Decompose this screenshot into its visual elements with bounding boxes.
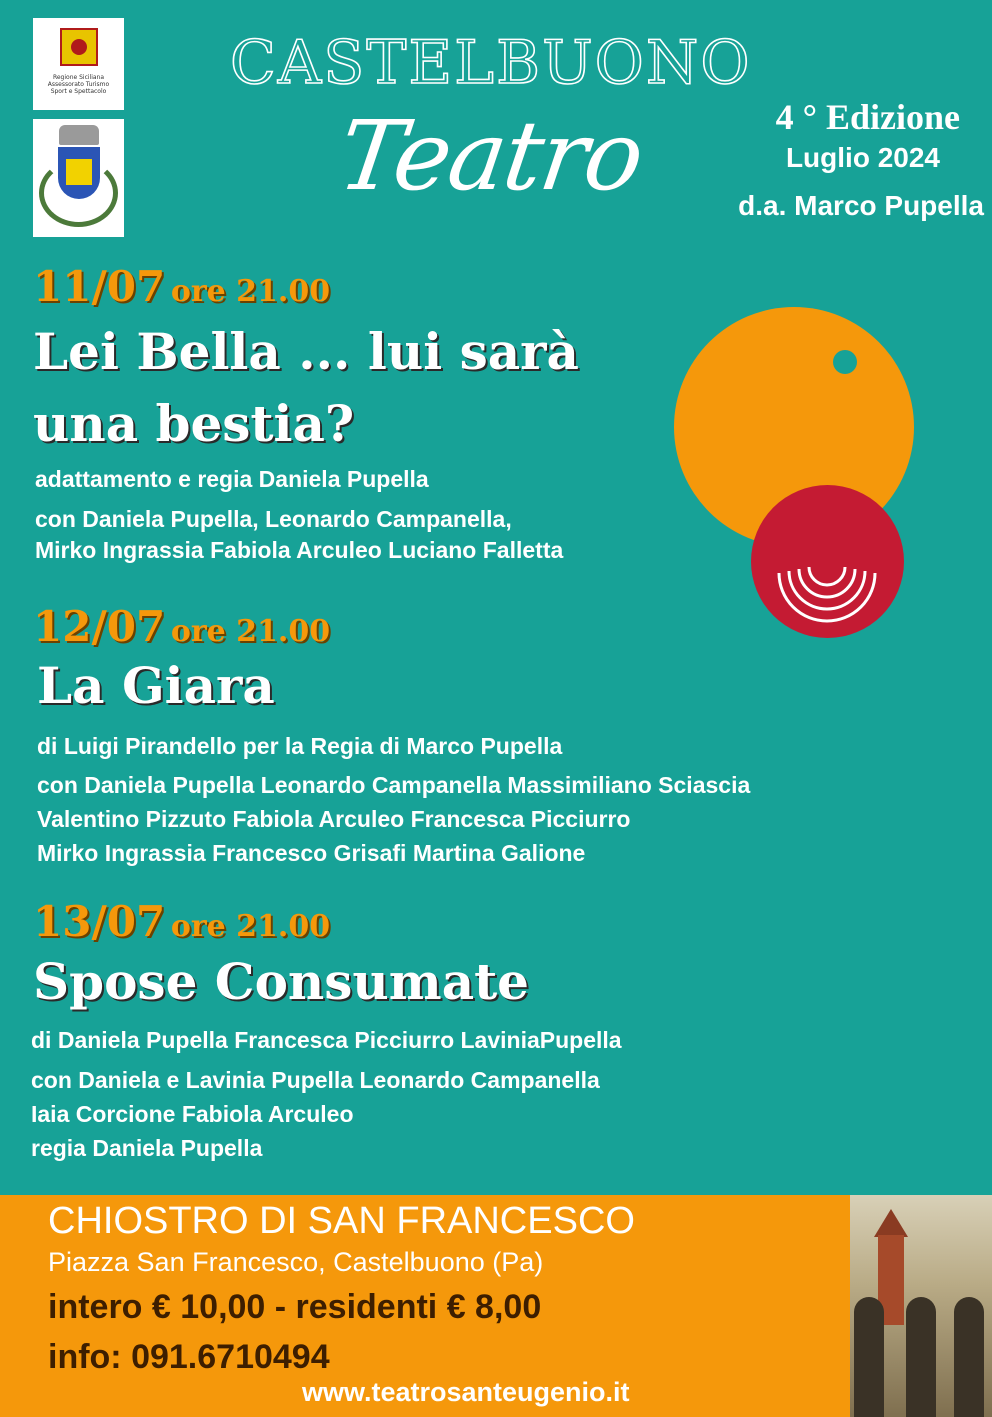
red-circle-decoration [751,485,904,638]
show-3-time: ore 21.00 [170,909,331,944]
show-3-credit: di Daniela Pupella Francesca Picciurro LaviniaPupella [31,1027,622,1053]
region-caption-1: Regione Siciliana [52,74,105,81]
region-caption-3: Sport e Spettacolo [50,88,107,95]
show-3-credit: Iaia Corcione Fabiola Arculeo [31,1101,354,1127]
spire-shape [874,1209,908,1237]
info-phone: info: 091.6710494 [48,1338,330,1376]
show-2-title: La Giara [37,656,275,715]
show-3-title: Spose Consumate [33,952,529,1011]
show-2-credit: Mirko Ingrassia Francesco Grisafi Martina Galione [37,840,586,866]
region-caption-2: Assessorato Turismo [47,81,110,88]
show-2-time: ore 21.00 [170,614,331,649]
show-1-credit: con Daniela Pupella, Leonardo Campanella, [35,506,512,532]
trinacria-shield-icon [60,28,98,66]
cloister-photo [850,1195,992,1417]
castelbuono-coat-of-arms-logo [33,119,124,237]
show-1-title-line-1: Lei Bella ... lui sarà [33,322,579,381]
dot-decoration [833,350,857,374]
show-2-credit: con Daniela Pupella Leonardo Campanella Massimiliano Sciascia [37,772,751,798]
show-1-title-line-2: una bestia? [33,394,355,453]
arch-shape [906,1297,936,1417]
show-2-credit: Valentino Pizzuto Fabiola Arculeo Francesca Picciurro [37,806,631,832]
show-3-datetime [33,897,330,946]
poster-subtitle: Teatro [332,100,649,212]
castle-icon [66,159,92,185]
show-2-date: 12/07 [33,602,166,651]
show-1-credit: Mirko Ingrassia Fabiola Arculeo Luciano Falletta [35,537,564,563]
show-3-credit: regia Daniela Pupella [31,1135,263,1161]
ticket-prices: intero € 10,00 - residenti € 8,00 [48,1288,542,1326]
crown-icon [59,125,99,145]
edition-month: Luglio 2024 [785,142,940,173]
poster-title: CASTELBUONO [230,28,752,98]
show-2-credit: di Luigi Pirandello per la Regia di Marco Pupella [37,733,563,759]
show-3-date: 13/07 [33,897,166,946]
venue-name: CHIOSTRO DI SAN FRANCESCO [48,1200,635,1242]
show-2-datetime [33,602,330,651]
show-1-credit: adattamento e regia Daniela Pupella [35,466,429,492]
artistic-director: d.a. Marco Pupella [738,190,984,221]
show-1-time: ore 21.00 [170,274,331,309]
arch-shape [854,1297,884,1417]
edition-number: 4 ° Edizione [775,97,960,137]
show-3-credit: con Daniela e Lavinia Pupella Leonardo Campanella [31,1067,600,1093]
sound-waves-icon [751,485,904,638]
regione-siciliana-logo [33,18,124,110]
arch-shape [954,1297,984,1417]
show-1-datetime [33,262,330,311]
show-1-date: 11/07 [33,262,166,311]
venue-address: Piazza San Francesco, Castelbuono (Pa) [48,1247,544,1277]
website-link[interactable]: www.teatrosanteugenio.it [302,1377,630,1407]
